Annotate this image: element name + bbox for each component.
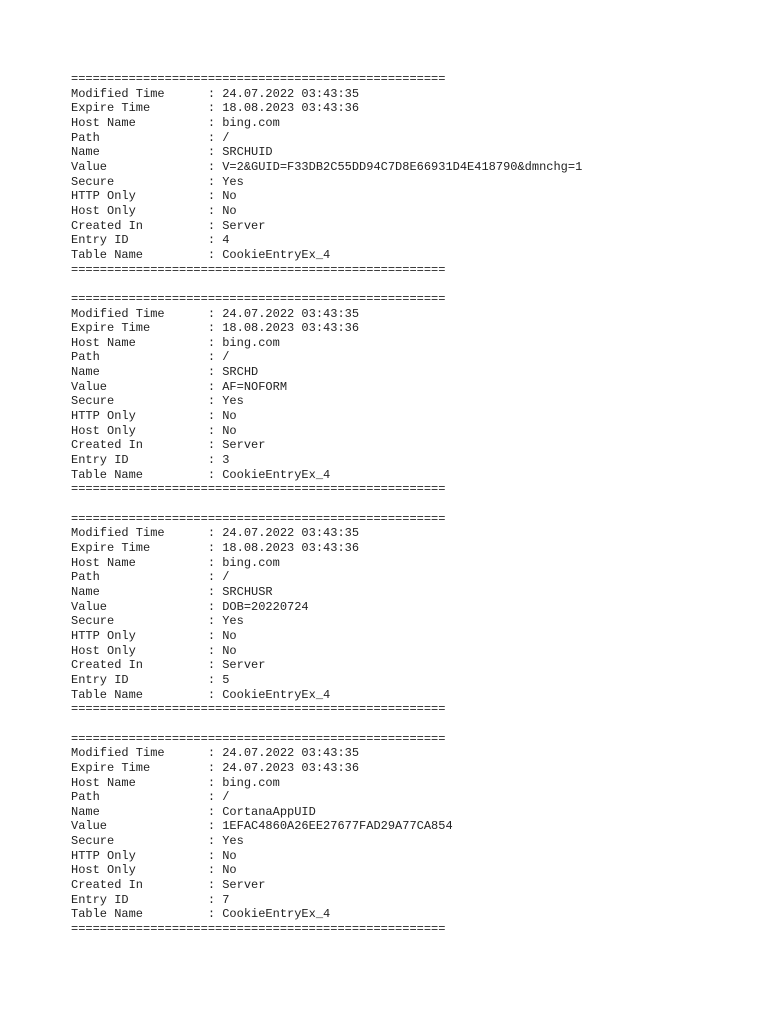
field-value: / (222, 570, 230, 585)
field-colon: : (207, 819, 223, 834)
field-label: Host Name (71, 335, 136, 350)
field-colon: : (207, 775, 223, 790)
field-label: Name (71, 804, 100, 819)
field-value: bing.com (222, 555, 280, 570)
field-row (71, 907, 582, 922)
field-row (71, 893, 582, 908)
field-label: Expire Time (71, 760, 151, 775)
field-colon: : (207, 233, 223, 248)
field-label: Path (71, 570, 100, 585)
field-row (71, 336, 582, 351)
field-row (71, 409, 582, 424)
field-row (71, 805, 582, 820)
field-colon: : (207, 848, 223, 863)
field-label: Host Only (71, 643, 136, 658)
separator-line: ==================================================== (71, 72, 446, 86)
field-label: Value (71, 819, 108, 834)
separator-line: ==================================================== (71, 511, 446, 526)
field-label: Secure (71, 614, 115, 629)
field-colon: : (207, 643, 223, 658)
field-label: Name (71, 584, 100, 599)
field-row (71, 570, 582, 585)
field-label: Table Name (71, 247, 144, 262)
field-colon: : (207, 672, 223, 687)
field-colon: : (207, 614, 223, 629)
field-row (71, 468, 582, 483)
field-row (71, 834, 582, 849)
separator-line: ==================================================== (71, 922, 446, 937)
field-colon: : (207, 526, 223, 541)
field-colon: : (207, 834, 223, 849)
field-label: Modified Time (71, 746, 165, 761)
field-value: 24.07.2022 03:43:35 (222, 526, 360, 541)
field-row (71, 248, 582, 263)
field-row (71, 204, 582, 219)
field-row (71, 526, 582, 541)
field-label: Value (71, 599, 108, 614)
field-row (71, 438, 582, 453)
field-value: SRCHUID (222, 145, 273, 160)
field-value: No (222, 423, 237, 438)
field-value: 24.07.2023 03:43:36 (222, 760, 360, 775)
field-value: / (222, 790, 230, 805)
field-row (71, 673, 582, 688)
field-label: Created In (71, 658, 144, 673)
field-label: Name (71, 145, 100, 160)
field-colon: : (207, 218, 223, 233)
separator-line: ==================================================== (71, 262, 446, 277)
field-value: No (222, 409, 237, 424)
field-colon: : (207, 101, 223, 116)
field-row (71, 219, 582, 234)
field-colon: : (207, 86, 223, 101)
field-label: Path (71, 790, 100, 805)
field-value: 18.08.2023 03:43:36 (222, 541, 360, 555)
field-label: Value (71, 379, 108, 394)
field-value: No (222, 643, 237, 658)
field-row (71, 453, 582, 468)
field-label: Entry ID (71, 672, 129, 687)
field-value: CookieEntryEx_4 (222, 467, 331, 482)
field-row (71, 761, 582, 776)
field-label: HTTP Only (71, 409, 136, 424)
field-label: Path (71, 350, 100, 365)
field-value: 24.07.2022 03:43:35 (222, 86, 360, 101)
field-value: No (222, 863, 237, 878)
field-row (71, 644, 582, 659)
field-label: Table Name (71, 687, 144, 702)
field-value: CookieEntryEx_4 (222, 687, 331, 702)
field-colon: : (207, 541, 223, 555)
cookie-record (71, 72, 582, 277)
field-label: Value (71, 159, 108, 174)
field-row (71, 878, 582, 893)
field-row (71, 790, 582, 805)
field-row (71, 380, 582, 395)
field-label: Path (71, 130, 100, 145)
field-colon: : (207, 907, 223, 922)
field-colon: : (207, 130, 223, 145)
field-row (71, 863, 582, 878)
field-colon: : (207, 760, 223, 775)
field-value: SRCHUSR (222, 584, 273, 599)
field-row (71, 614, 582, 629)
field-colon: : (207, 599, 223, 614)
field-value: 24.07.2022 03:43:35 (222, 306, 360, 321)
field-row (71, 849, 582, 864)
field-value: / (222, 350, 230, 365)
field-label: Host Only (71, 203, 136, 218)
field-value: SRCHD (222, 365, 259, 380)
separator-line: ==================================================== (71, 731, 446, 746)
separator-line: ==================================================== (71, 291, 446, 306)
field-colon: : (207, 365, 223, 380)
cookie-record (71, 512, 582, 717)
field-row (71, 175, 582, 190)
field-row (71, 394, 582, 409)
field-value: bing.com (222, 335, 280, 350)
field-colon: : (207, 423, 223, 438)
field-row (71, 688, 582, 703)
separator-line: ==================================================== (71, 482, 446, 497)
field-label: Expire Time (71, 101, 151, 116)
field-value: CortanaAppUID (222, 804, 316, 819)
field-row (71, 585, 582, 600)
field-row (71, 746, 582, 761)
field-row (71, 189, 582, 204)
field-value: No (222, 848, 237, 863)
field-colon: : (207, 115, 223, 130)
field-value: 5 (222, 672, 230, 687)
field-colon: : (207, 687, 223, 702)
field-label: Expire Time (71, 541, 151, 555)
field-colon: : (207, 584, 223, 599)
field-label: Host Name (71, 115, 136, 130)
field-row (71, 424, 582, 439)
field-colon: : (207, 350, 223, 365)
field-value: 1EFAC4860A26EE27677FAD29A77CA854 (222, 819, 453, 834)
field-colon: : (207, 892, 223, 907)
field-colon: : (207, 570, 223, 585)
field-row (71, 365, 582, 380)
field-label: Name (71, 365, 100, 380)
field-value: Yes (222, 614, 244, 629)
field-colon: : (207, 878, 223, 893)
field-row (71, 131, 582, 146)
field-colon: : (207, 453, 223, 468)
field-colon: : (207, 335, 223, 350)
field-colon: : (207, 746, 223, 761)
field-label: Entry ID (71, 233, 129, 248)
field-value: 4 (222, 233, 230, 248)
field-label: Modified Time (71, 526, 165, 541)
field-row (71, 87, 582, 102)
field-value: Server (222, 438, 266, 453)
field-value: CookieEntryEx_4 (222, 907, 331, 922)
field-value: AF=NOFORM (222, 379, 288, 394)
field-colon: : (207, 306, 223, 321)
field-label: Modified Time (71, 86, 165, 101)
field-value: No (222, 628, 237, 643)
field-colon: : (207, 159, 223, 174)
field-row (71, 307, 582, 322)
field-row (71, 116, 582, 131)
field-label: Table Name (71, 907, 144, 922)
field-label: Host Only (71, 863, 136, 878)
field-colon: : (207, 658, 223, 673)
field-row (71, 145, 582, 160)
field-label: Host Only (71, 423, 136, 438)
field-colon: : (207, 394, 223, 409)
field-row (71, 321, 582, 336)
field-value: 7 (222, 892, 230, 907)
field-value: 18.08.2023 03:43:36 (222, 101, 360, 116)
field-row (71, 160, 582, 175)
field-label: HTTP Only (71, 189, 136, 204)
field-colon: : (207, 409, 223, 424)
cookie-report-document (71, 72, 582, 951)
field-value: Server (222, 218, 266, 233)
field-label: Entry ID (71, 892, 129, 907)
field-colon: : (207, 145, 223, 160)
field-colon: : (207, 790, 223, 805)
field-value: / (222, 130, 230, 145)
field-row (71, 776, 582, 791)
field-colon: : (207, 189, 223, 204)
field-value: 3 (222, 453, 230, 468)
field-label: Entry ID (71, 453, 129, 468)
cookie-record (71, 732, 582, 937)
field-value: No (222, 189, 237, 204)
field-label: Modified Time (71, 306, 165, 321)
field-value: Server (222, 878, 266, 893)
field-colon: : (207, 628, 223, 643)
field-value: No (222, 203, 237, 218)
cookie-record (71, 292, 582, 497)
field-label: HTTP Only (71, 628, 136, 643)
field-label: Secure (71, 174, 115, 189)
field-row (71, 658, 582, 673)
field-value: 18.08.2023 03:43:36 (222, 321, 360, 336)
field-label: Created In (71, 438, 144, 453)
field-row (71, 556, 582, 571)
field-row (71, 541, 582, 556)
field-colon: : (207, 555, 223, 570)
field-colon: : (207, 379, 223, 394)
field-row (71, 819, 582, 834)
field-value: Yes (222, 174, 244, 189)
field-colon: : (207, 203, 223, 218)
field-row (71, 233, 582, 248)
field-colon: : (207, 174, 223, 189)
field-label: Secure (71, 834, 115, 849)
field-value: DOB=20220724 (222, 599, 309, 614)
field-colon: : (207, 863, 223, 878)
field-colon: : (207, 467, 223, 482)
field-label: HTTP Only (71, 848, 136, 863)
separator-line: ==================================================== (71, 702, 446, 717)
field-value: bing.com (222, 775, 280, 790)
field-label: Table Name (71, 467, 144, 482)
field-value: 24.07.2022 03:43:35 (222, 746, 360, 761)
field-colon: : (207, 438, 223, 453)
field-label: Created In (71, 218, 144, 233)
field-value: Yes (222, 834, 244, 849)
field-label: Host Name (71, 775, 136, 790)
field-label: Created In (71, 878, 144, 893)
field-row (71, 600, 582, 615)
field-value: Server (222, 658, 266, 673)
field-row (71, 350, 582, 365)
field-label: Expire Time (71, 321, 151, 336)
field-row (71, 101, 582, 116)
field-row (71, 629, 582, 644)
field-colon: : (207, 804, 223, 819)
field-colon: : (207, 321, 223, 336)
field-value: V=2&GUID=F33DB2C55DD94C7D8E66931D4E418790&dmnchg=1 (222, 159, 583, 174)
field-value: Yes (222, 394, 244, 409)
field-value: CookieEntryEx_4 (222, 247, 331, 262)
field-value: bing.com (222, 115, 280, 130)
field-label: Secure (71, 394, 115, 409)
field-colon: : (207, 247, 223, 262)
field-label: Host Name (71, 555, 136, 570)
